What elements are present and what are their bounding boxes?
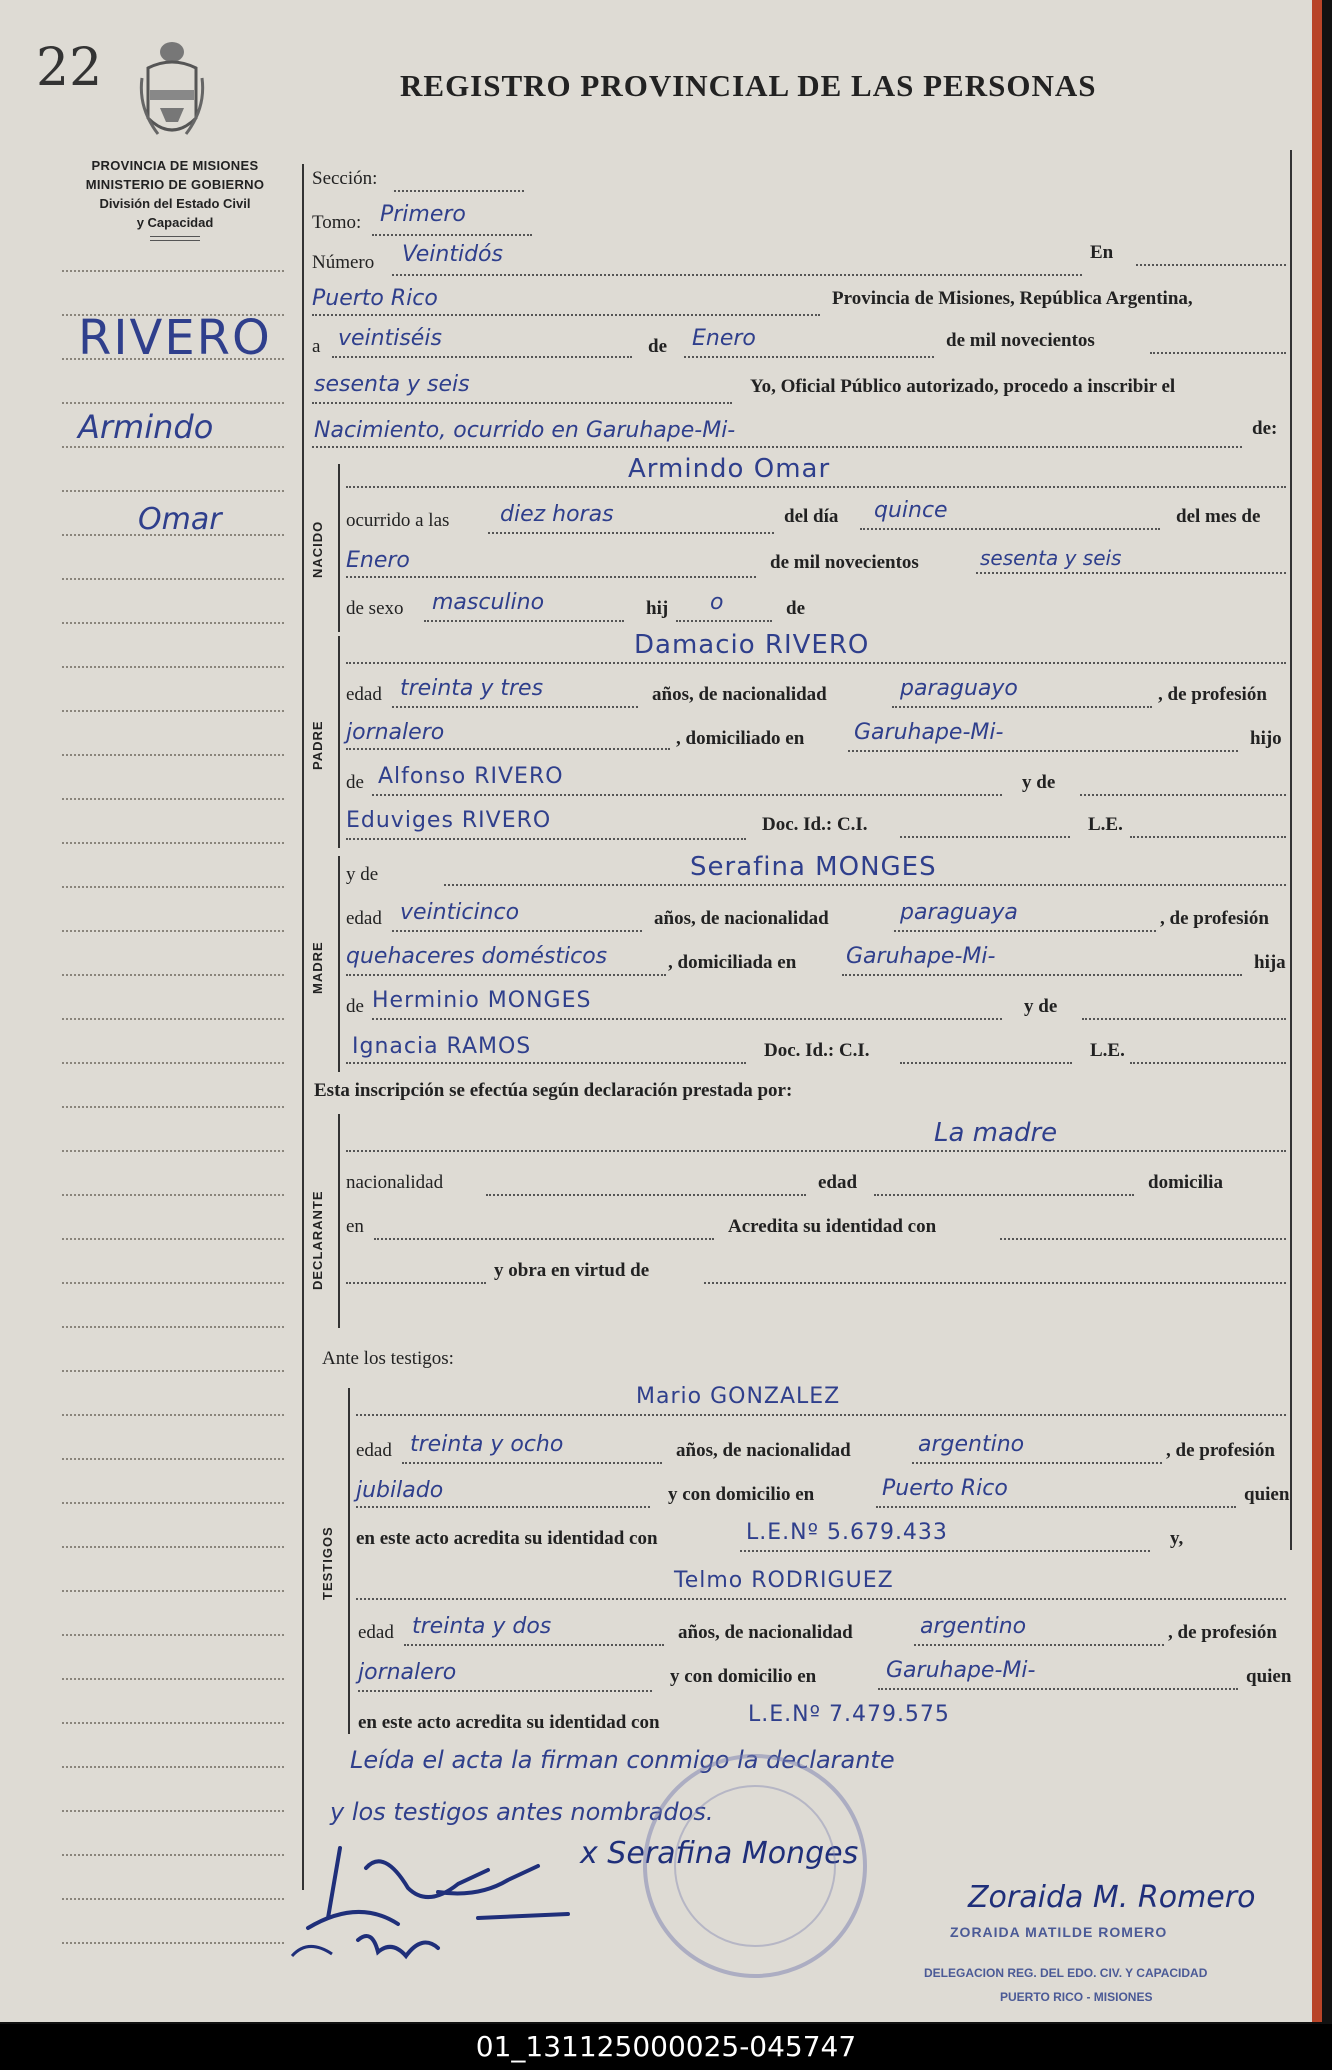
closing-line-1: Leída el acta la firman conmigo la declarante (350, 1746, 895, 1774)
institution-block (60, 156, 290, 241)
padre-prof-label: , de profesión (1158, 684, 1267, 705)
margin-rule-line (62, 622, 284, 624)
declarante-edad-line (874, 1194, 1134, 1196)
margin-rule-line (62, 798, 284, 800)
sexo-label: de sexo (346, 598, 404, 619)
w1-age-line (402, 1462, 662, 1464)
margin-surname: RIVERO (78, 310, 272, 366)
margin-rule-line (62, 1722, 284, 1724)
birth-year-line (976, 572, 1286, 574)
w1-name-line (356, 1414, 1286, 1416)
day-line (332, 356, 632, 358)
margin-rule-line (62, 1414, 284, 1416)
madre-doc-line (900, 1062, 1072, 1064)
margin-given-name-2: Omar (138, 502, 222, 537)
margin-rule-line (62, 1370, 284, 1372)
declarante-obra-label: y obra en virtud de (494, 1260, 650, 1281)
w2-profession-line (358, 1690, 652, 1692)
nacido-name-value: Armindo Omar (628, 454, 831, 484)
margin-rule-line (62, 1546, 284, 1548)
padre-mother-value: Eduviges RIVERO (346, 808, 552, 833)
ocurrido-label: ocurrido a las (346, 510, 450, 531)
officer-signature: Zoraida M. Romero (968, 1880, 1256, 1915)
de-label: de (648, 336, 667, 357)
margin-rule-line (62, 930, 284, 932)
margin-rule-line (62, 1898, 284, 1900)
margin-rule-line (62, 1766, 284, 1768)
margin-rule-line (62, 1326, 284, 1328)
declarante-nac-label: nacionalidad (346, 1172, 444, 1193)
nacido-name-line (346, 486, 1286, 488)
nacido-bracket (338, 464, 340, 632)
w1-id-line (740, 1550, 1150, 1552)
madre-bracket (338, 856, 340, 1072)
margin-rule-line (62, 886, 284, 888)
madre-nationality-value: paraguaya (900, 900, 1018, 925)
madre-age-value: veinticinco (400, 900, 520, 925)
w2-age-value: treinta y dos (412, 1614, 552, 1639)
numero-value: Veintidós (402, 242, 503, 267)
coat-of-arms-icon (138, 38, 206, 148)
padre-nationality-value: paraguayo (900, 676, 1018, 701)
w1-quien-label: quien (1244, 1484, 1290, 1505)
margin-rule-line (62, 1810, 284, 1812)
place-value: Puerto Rico (312, 286, 438, 311)
margin-rule-line (62, 1590, 284, 1592)
madre-profession-value: quehaceres domésticos (346, 944, 608, 969)
padre-domicile-value: Garuhape-Mi- (854, 720, 1004, 745)
w1-nationality-value: argentino (918, 1432, 1025, 1457)
mil-line (1150, 352, 1286, 354)
birth-month-value: Enero (346, 548, 410, 573)
declarante-en-line (374, 1238, 714, 1240)
section-label-padre: PADRE (310, 720, 325, 770)
madre-profession-line (346, 974, 666, 976)
w1-age-value: treinta y ocho (410, 1432, 564, 1457)
madre-le-label: L.E. (1090, 1040, 1125, 1061)
margin-given-name-1: Armindo (78, 408, 214, 446)
margin-rule-line (62, 974, 284, 976)
numero-line (392, 274, 1082, 276)
year-line (312, 402, 732, 404)
w2-name-value: Telmo RODRIGUEZ (674, 1568, 894, 1593)
padre-age-value: treinta y tres (400, 676, 544, 701)
tomo-label: Tomo: (312, 212, 362, 233)
madre-nationality-line (894, 930, 1156, 932)
margin-rule-line (62, 1942, 284, 1944)
madre-domicile-value: Garuhape-Mi- (846, 944, 996, 969)
witness-signatures (288, 1828, 628, 1968)
w1-domicile-line (876, 1506, 1236, 1508)
w1-acredita-label: en este acto acredita su identidad con (356, 1528, 658, 1549)
margin-rule-line (62, 1458, 284, 1460)
de-colon: de: (1252, 418, 1278, 439)
declarante-bracket (338, 1114, 340, 1328)
padre-nac-label: años, de nacionalidad (652, 684, 827, 705)
padre-domicile-line (848, 750, 1238, 752)
margin-rule-line (62, 666, 284, 668)
madre-mother-line (346, 1062, 746, 1064)
declarante-name-value: La madre (934, 1118, 1058, 1148)
w1-edad-label: edad (356, 1440, 392, 1461)
officer-name-stamp: ZORAIDA MATILDE ROMERO (950, 1924, 1168, 1940)
institution-province: PROVINCIA DE MISIONES (91, 158, 259, 173)
margin-rule-line (62, 402, 284, 404)
declarante-intro: Esta inscripción se efectúa según declaración prestada por: (314, 1080, 793, 1101)
margin-rule-line (62, 1282, 284, 1284)
w1-domicile-value: Puerto Rico (882, 1476, 1008, 1501)
margin-rule-line (62, 1194, 284, 1196)
margin-rule-line (62, 270, 284, 272)
w1-dom-label: y con domicilio en (668, 1484, 815, 1505)
padre-edad-label: edad (346, 684, 382, 705)
w1-nac-label: años, de nacionalidad (676, 1440, 851, 1461)
w2-domicile-line (878, 1688, 1238, 1690)
margin-rule-line (62, 754, 284, 756)
institution-rule (150, 236, 200, 241)
declarante-nac-line (486, 1194, 806, 1196)
padre-profession-value: jornalero (346, 720, 445, 745)
madre-age-line (392, 930, 642, 932)
madre-y-de2-label: y de (1024, 996, 1058, 1017)
en-line (1136, 264, 1286, 266)
padre-name-line (346, 662, 1286, 664)
w1-nationality-line (912, 1462, 1162, 1464)
w2-profession-value: jornalero (358, 1660, 457, 1685)
padre-bracket (338, 636, 340, 848)
madre-domicile-line (842, 974, 1242, 976)
w2-prof-label: , de profesión (1168, 1622, 1277, 1643)
a-label: a (312, 336, 321, 357)
w2-nac-label: años, de nacionalidad (678, 1622, 853, 1643)
padre-profession-line (346, 748, 670, 750)
birth-month-line (346, 576, 756, 578)
month-line (684, 356, 934, 358)
del-mes-label: del mes de (1176, 506, 1261, 527)
closing-line-2: y los testigos antes nombrados. (330, 1798, 714, 1826)
padre-age-line (392, 706, 638, 708)
month-value: Enero (692, 326, 756, 351)
en-label: En (1090, 242, 1114, 263)
hij-line (676, 620, 772, 622)
padre-father-line (372, 794, 1002, 796)
w2-dom-label: y con domicilio en (670, 1666, 817, 1687)
padre-y-de-label: y de (1022, 772, 1056, 793)
w1-prof-label: , de profesión (1166, 1440, 1275, 1461)
declarante-obra-line (704, 1282, 1286, 1284)
birth-day-value: quince (874, 498, 948, 523)
birth-year-value: sesenta y seis (980, 546, 1122, 570)
padre-nationality-line (892, 706, 1152, 708)
nacido-mil-label: de mil novecientos (770, 552, 919, 573)
padre-doc-label: Doc. Id.: C.I. (762, 814, 868, 835)
madre-nac-label: años, de nacionalidad (654, 908, 829, 929)
madre-doc-label: Doc. Id.: C.I. (764, 1040, 870, 1061)
w2-domicile-value: Garuhape-Mi- (886, 1658, 1036, 1683)
act-line (312, 446, 1242, 448)
location-stamp: PUERTO RICO - MISIONES (1000, 1990, 1153, 2004)
margin-rule-line (62, 578, 284, 580)
officer-text: Yo, Oficial Público autorizado, procedo a inscribir el (750, 376, 1176, 397)
w1-profession-line (356, 1506, 650, 1508)
margin-rule-line (62, 1854, 284, 1856)
w2-nationality-line (914, 1644, 1164, 1646)
margin-rule-line (62, 490, 284, 492)
section-label-madre: MADRE (310, 941, 325, 994)
padre-yde-line (1080, 794, 1286, 796)
margin-rule-line (62, 842, 284, 844)
section-label-nacido: NACIDO (310, 520, 325, 578)
madre-yde-line (1082, 1018, 1286, 1020)
delegation-stamp: DELEGACION REG. DEL EDO. CIV. Y CAPACIDAD (924, 1966, 1208, 1980)
padre-le-label: L.E. (1088, 814, 1123, 835)
margin-rule-line (62, 1678, 284, 1680)
del-dia-label: del día (784, 506, 839, 527)
sex-line (424, 620, 624, 622)
mother-signature: x Serafina Monges (580, 1836, 859, 1871)
declarante-en-label: en (346, 1216, 364, 1237)
document-title: REGISTRO PROVINCIAL DE LAS PERSONAS (400, 68, 1097, 103)
institution-capacity: y Capacidad (136, 215, 214, 230)
madre-hija-label: hija (1254, 952, 1286, 973)
declarante-edad-label: edad (818, 1172, 858, 1193)
w1-name-value: Mario GONZALEZ (636, 1384, 841, 1409)
testigos-intro: Ante los testigos: (322, 1348, 454, 1369)
tomo-line (372, 234, 532, 236)
padre-father-value: Alfonso RIVERO (378, 764, 564, 789)
madre-name-value: Serafina MONGES (690, 852, 937, 882)
w1-y-label: y, (1170, 1528, 1184, 1549)
madre-father-value: Herminio MONGES (372, 988, 592, 1013)
w2-id-value: L.E.Nº 7.479.575 (748, 1702, 950, 1727)
w2-nationality-value: argentino (920, 1614, 1027, 1639)
margin-rule-line (62, 1150, 284, 1152)
declarante-obra-prefix-line (346, 1282, 486, 1284)
institution-ministry: MINISTERIO DE GOBIERNO (85, 177, 265, 192)
margin-rule-line (62, 1018, 284, 1020)
margin-rule-line (62, 710, 284, 712)
w2-edad-label: edad (358, 1622, 394, 1643)
madre-name-line (444, 884, 1286, 886)
w1-id-value: L.E.Nº 5.679.433 (746, 1520, 948, 1545)
form-right-border (1290, 150, 1292, 1550)
madre-le-line (1130, 1062, 1286, 1064)
place-line (312, 314, 820, 316)
w2-quien-label: quien (1246, 1666, 1292, 1687)
seccion-label: Sección: (312, 168, 378, 189)
act-value: Nacimiento, ocurrido en Garuhape-Mi- (314, 418, 736, 443)
birth-day-line (860, 528, 1160, 530)
madre-edad-label: edad (346, 908, 382, 929)
hij-suffix: o (710, 590, 724, 615)
margin-rule-line (62, 1106, 284, 1108)
padre-dom-label: , domiciliado en (676, 728, 805, 749)
w2-age-line (404, 1644, 664, 1646)
year-value: sesenta y seis (314, 372, 470, 397)
madre-mother-value: Ignacia RAMOS (352, 1034, 532, 1059)
hour-value: diez horas (500, 502, 614, 527)
hij-label: hij (646, 598, 669, 619)
padre-le-line (1130, 836, 1286, 838)
madre-dom-label: , domiciliada en (668, 952, 797, 973)
numero-label: Número (312, 252, 375, 273)
form-left-border (302, 164, 304, 1890)
padre-name-value: Damacio RIVERO (634, 630, 870, 660)
seccion-line (394, 190, 524, 192)
day-value: veintiséis (338, 326, 442, 351)
sex-value: masculino (432, 590, 545, 615)
image-id-footer: 01_131125000025-045747 (0, 2024, 1332, 2070)
w2-name-line (356, 1598, 1286, 1600)
madre-father-line (372, 1018, 1002, 1020)
round-seal-stamp (640, 1736, 870, 1996)
institution-division: División del Estado Civil (99, 196, 251, 211)
declarante-acredita-line (1000, 1238, 1286, 1240)
madre-prof-label: , de profesión (1160, 908, 1269, 929)
hour-line (488, 532, 774, 534)
madre-de-label: de (346, 996, 364, 1017)
margin-rule-line (62, 446, 284, 448)
padre-doc-line (900, 836, 1070, 838)
w1-profession-value: jubilado (356, 1478, 444, 1503)
section-label-testigos: TESTIGOS (320, 1526, 335, 1600)
margin-rule-line (62, 1502, 284, 1504)
declarante-dom-label: domicilia (1148, 1172, 1223, 1193)
tomo-value: Primero (380, 202, 466, 227)
padre-de-label: de (346, 772, 364, 793)
w2-acredita-label: en este acto acredita su identidad con (358, 1712, 660, 1733)
province-text: Provincia de Misiones, República Argentina, (832, 288, 1193, 309)
mil-label: de mil novecientos (946, 330, 1095, 351)
margin-rule-line (62, 1062, 284, 1064)
binder-edge (1312, 0, 1322, 2022)
margin-rule-line (62, 1238, 284, 1240)
testigos-bracket (348, 1388, 350, 1734)
padre-mother-line (346, 838, 746, 840)
madre-y-de-label: y de (346, 864, 379, 885)
padre-hijo-label: hijo (1250, 728, 1282, 749)
declarante-acredita-label: Acredita su identidad con (728, 1216, 937, 1237)
margin-rule-line (62, 1634, 284, 1636)
section-label-declarante: DECLARANTE (310, 1190, 325, 1290)
page-number: 22 (36, 38, 103, 98)
declarante-name-line (346, 1150, 1286, 1152)
nacido-de-label: de (786, 598, 805, 619)
